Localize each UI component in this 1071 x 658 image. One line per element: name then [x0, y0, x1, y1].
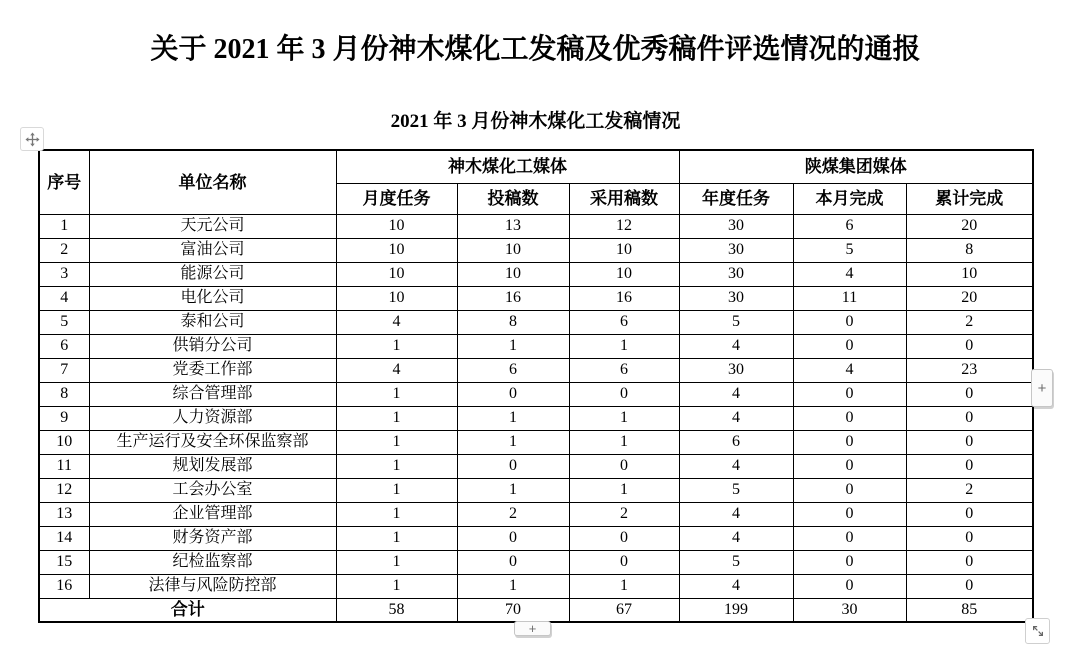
unit-name-cell: 企业管理部: [89, 502, 336, 526]
unit-name-cell: 规划发展部: [89, 454, 336, 478]
value-cell: 0: [569, 454, 679, 478]
value-cell: 1: [336, 382, 457, 406]
row-index-cell: 2: [39, 238, 89, 262]
value-cell: 6: [793, 214, 906, 238]
value-cell: 10: [569, 238, 679, 262]
value-cell: 10: [457, 238, 569, 262]
value-cell: 4: [679, 406, 793, 430]
value-cell: 6: [569, 358, 679, 382]
unit-name-cell: 纪检监察部: [89, 550, 336, 574]
unit-name-cell: 党委工作部: [89, 358, 336, 382]
table-body: [39, 214, 1033, 598]
row-index-cell: 1: [39, 214, 89, 238]
total-row: [39, 598, 1033, 622]
total-value-cell: 67: [569, 598, 679, 622]
value-cell: 1: [336, 502, 457, 526]
header-submitted-count: 投稿数: [457, 183, 569, 214]
value-cell: 0: [906, 430, 1033, 454]
value-cell: 0: [906, 406, 1033, 430]
table-row: [39, 478, 1033, 502]
unit-name-cell: 电化公司: [89, 286, 336, 310]
value-cell: 6: [679, 430, 793, 454]
add-column-button[interactable]: [1031, 369, 1053, 407]
document-title: 关于 2021 年 3 月份神木煤化工发稿及优秀稿件评选情况的通报: [150, 34, 921, 65]
plus-icon: +: [1037, 379, 1047, 397]
unit-name-cell: 能源公司: [89, 262, 336, 286]
value-cell: 2: [906, 310, 1033, 334]
value-cell: 0: [793, 334, 906, 358]
row-index-cell: 5: [39, 310, 89, 334]
value-cell: 2: [457, 502, 569, 526]
total-value-cell: 58: [336, 598, 457, 622]
table-row: [39, 334, 1033, 358]
value-cell: 30: [679, 262, 793, 286]
value-cell: 1: [569, 406, 679, 430]
value-cell: 10: [457, 262, 569, 286]
table-row: [39, 574, 1033, 598]
header-index: 序号: [39, 150, 89, 214]
unit-name-cell: 工会办公室: [89, 478, 336, 502]
value-cell: 0: [906, 334, 1033, 358]
value-cell: 30: [679, 286, 793, 310]
value-cell: 1: [457, 334, 569, 358]
value-cell: 11: [793, 286, 906, 310]
table-row: [39, 526, 1033, 550]
table-row: [39, 406, 1033, 430]
unit-name-cell: 泰和公司: [89, 310, 336, 334]
unit-name-cell: 供销分公司: [89, 334, 336, 358]
value-cell: 0: [906, 574, 1033, 598]
value-cell: 1: [457, 406, 569, 430]
value-cell: 1: [569, 334, 679, 358]
value-cell: 1: [336, 430, 457, 454]
header-monthly-task: 月度任务: [336, 183, 457, 214]
report-table: [38, 149, 1034, 623]
table-row: [39, 430, 1033, 454]
header-annual-task: 年度任务: [679, 183, 793, 214]
value-cell: 1: [569, 478, 679, 502]
diagonal-resize-icon: [1031, 624, 1045, 638]
value-cell: 0: [793, 502, 906, 526]
table-row: [39, 502, 1033, 526]
total-value-cell: 70: [457, 598, 569, 622]
value-cell: 0: [793, 526, 906, 550]
value-cell: 8: [906, 238, 1033, 262]
value-cell: 6: [457, 358, 569, 382]
header-group-shaanxi-coal-media: 陕煤集团媒体: [679, 150, 1033, 183]
row-index-cell: 11: [39, 454, 89, 478]
table-resize-handle[interactable]: [1025, 618, 1050, 644]
total-value-cell: 199: [679, 598, 793, 622]
value-cell: 2: [569, 502, 679, 526]
value-cell: 4: [679, 526, 793, 550]
table-row: [39, 454, 1033, 478]
value-cell: 20: [906, 286, 1033, 310]
value-cell: 0: [906, 382, 1033, 406]
table-caption: 2021 年 3 月份神木煤化工发稿情况: [390, 111, 681, 132]
value-cell: 1: [336, 550, 457, 574]
header-unit-name: 单位名称: [89, 150, 336, 214]
value-cell: 0: [793, 574, 906, 598]
unit-name-cell: 法律与风险防控部: [89, 574, 336, 598]
value-cell: 4: [336, 358, 457, 382]
row-index-cell: 7: [39, 358, 89, 382]
unit-name-cell: 天元公司: [89, 214, 336, 238]
value-cell: 20: [906, 214, 1033, 238]
value-cell: 1: [569, 574, 679, 598]
header-group-row: [39, 150, 1033, 183]
value-cell: 10: [336, 286, 457, 310]
value-cell: 30: [679, 238, 793, 262]
plus-icon: +: [528, 621, 537, 636]
value-cell: 30: [679, 214, 793, 238]
row-index-cell: 14: [39, 526, 89, 550]
value-cell: 0: [793, 478, 906, 502]
value-cell: 8: [457, 310, 569, 334]
value-cell: 1: [336, 454, 457, 478]
value-cell: 1: [457, 478, 569, 502]
value-cell: 10: [336, 238, 457, 262]
value-cell: 4: [793, 262, 906, 286]
value-cell: 4: [679, 502, 793, 526]
value-cell: 1: [336, 334, 457, 358]
value-cell: 6: [569, 310, 679, 334]
value-cell: 0: [906, 526, 1033, 550]
unit-name-cell: 财务资产部: [89, 526, 336, 550]
value-cell: 0: [569, 382, 679, 406]
value-cell: 2: [906, 478, 1033, 502]
value-cell: 13: [457, 214, 569, 238]
row-index-cell: 15: [39, 550, 89, 574]
value-cell: 0: [906, 550, 1033, 574]
value-cell: 10: [569, 262, 679, 286]
value-cell: 0: [793, 382, 906, 406]
value-cell: 4: [793, 358, 906, 382]
row-index-cell: 16: [39, 574, 89, 598]
value-cell: 0: [457, 382, 569, 406]
header-cumulative-done: 累计完成: [906, 183, 1033, 214]
move-cross-icon: [25, 132, 40, 147]
value-cell: 1: [336, 526, 457, 550]
value-cell: 4: [679, 334, 793, 358]
value-cell: 10: [336, 262, 457, 286]
unit-name-cell: 人力资源部: [89, 406, 336, 430]
value-cell: 0: [906, 454, 1033, 478]
row-index-cell: 12: [39, 478, 89, 502]
value-cell: 5: [679, 550, 793, 574]
value-cell: 30: [679, 358, 793, 382]
value-cell: 12: [569, 214, 679, 238]
table-row: [39, 550, 1033, 574]
unit-name-cell: 富油公司: [89, 238, 336, 262]
value-cell: 0: [457, 550, 569, 574]
value-cell: 0: [906, 502, 1033, 526]
row-index-cell: 4: [39, 286, 89, 310]
total-label-cell: 合计: [39, 598, 336, 622]
table-row: [39, 214, 1033, 238]
value-cell: 0: [793, 454, 906, 478]
value-cell: 0: [793, 406, 906, 430]
value-cell: 1: [569, 430, 679, 454]
row-index-cell: 3: [39, 262, 89, 286]
unit-name-cell: 综合管理部: [89, 382, 336, 406]
row-index-cell: 13: [39, 502, 89, 526]
table-row: [39, 262, 1033, 286]
table-row: [39, 310, 1033, 334]
value-cell: 0: [457, 454, 569, 478]
value-cell: 0: [457, 526, 569, 550]
value-cell: 5: [793, 238, 906, 262]
value-cell: 5: [679, 478, 793, 502]
value-cell: 4: [679, 382, 793, 406]
row-index-cell: 10: [39, 430, 89, 454]
table-row: [39, 382, 1033, 406]
value-cell: 1: [457, 574, 569, 598]
value-cell: 10: [906, 262, 1033, 286]
value-cell: 5: [679, 310, 793, 334]
value-cell: 0: [569, 526, 679, 550]
row-index-cell: 6: [39, 334, 89, 358]
table-row: [39, 286, 1033, 310]
value-cell: 1: [336, 406, 457, 430]
value-cell: 4: [336, 310, 457, 334]
value-cell: 0: [793, 550, 906, 574]
value-cell: 16: [457, 286, 569, 310]
header-month-done: 本月完成: [793, 183, 906, 214]
total-value-cell: 85: [906, 598, 1033, 622]
value-cell: 16: [569, 286, 679, 310]
value-cell: 4: [679, 454, 793, 478]
header-group-shenmu-media: 神木煤化工媒体: [336, 150, 679, 183]
value-cell: 23: [906, 358, 1033, 382]
value-cell: 4: [679, 574, 793, 598]
value-cell: 10: [336, 214, 457, 238]
value-cell: 1: [336, 478, 457, 502]
table-row: [39, 358, 1033, 382]
unit-name-cell: 生产运行及安全环保监察部: [89, 430, 336, 454]
value-cell: 1: [457, 430, 569, 454]
total-value-cell: 30: [793, 598, 906, 622]
header-adopted-count: 采用稿数: [569, 183, 679, 214]
row-index-cell: 9: [39, 406, 89, 430]
value-cell: 1: [336, 574, 457, 598]
table-row: [39, 238, 1033, 262]
row-index-cell: 8: [39, 382, 89, 406]
value-cell: 0: [793, 430, 906, 454]
value-cell: 0: [569, 550, 679, 574]
table-move-handle[interactable]: [20, 127, 44, 151]
value-cell: 0: [793, 310, 906, 334]
add-row-button[interactable]: [514, 621, 551, 636]
